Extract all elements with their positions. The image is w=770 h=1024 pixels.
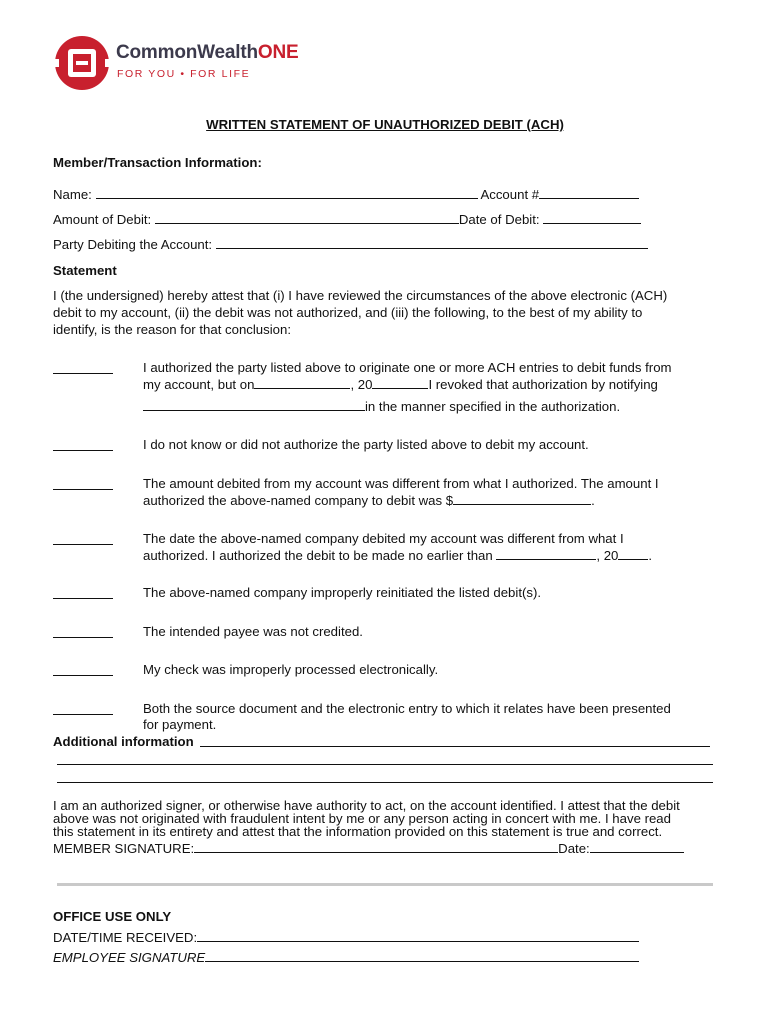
option-1-line-1: I authorized the party listed above to originate one or more ACH entries to debit funds from <box>143 360 672 375</box>
option-8-line-1: Both the source document and the electronic entry to which it relates have been presented <box>143 701 671 716</box>
additional-info-line-3[interactable] <box>57 782 713 783</box>
logo-name-accent: ONE <box>257 42 299 63</box>
received-row <box>53 929 639 946</box>
option-3-line-2 <box>143 492 595 509</box>
option-3-checkbox[interactable] <box>53 477 113 490</box>
statement-heading: Statement <box>53 263 117 278</box>
option-2-line-1: I do not know or did not authorize the party listed above to debit my account. <box>143 437 589 452</box>
option-1-text-a: my account, but on <box>143 377 255 392</box>
option-1-text-b: , 20 <box>350 377 373 392</box>
name-label: Name: <box>53 187 92 202</box>
option-4-line-1: The date the above-named company debited my account was different from what I <box>143 531 624 546</box>
option-2-checkbox[interactable] <box>53 438 113 451</box>
statement-intro-2: debit to my account, (ii) the debit was not authorized, and (iii) the following, to the best of my ability to <box>53 305 643 320</box>
option-6-line-1: The intended payee was not credited. <box>143 624 363 639</box>
attestation-line-1: I am an authorized signer, or otherwise have authority to act, on the account identified. I attest that the debit <box>53 798 680 813</box>
option-4-checkbox[interactable] <box>53 532 113 545</box>
received-label: DATE/TIME RECEIVED: <box>53 930 198 945</box>
employee-signature-row <box>53 949 639 966</box>
office-use-heading: OFFICE USE ONLY <box>53 909 172 924</box>
party-label: Party Debiting the Account: <box>53 237 213 252</box>
account-label: Account # <box>480 187 540 202</box>
amount-label: Amount of Debit: <box>53 212 152 227</box>
option-8-checkbox[interactable] <box>53 702 113 715</box>
name-field[interactable] <box>96 186 478 199</box>
commonwealth-logo-icon <box>53 33 111 93</box>
received-field[interactable] <box>197 929 639 942</box>
option-4-text-b: , 20 <box>596 548 619 563</box>
revoke-date-field[interactable] <box>254 376 350 389</box>
name-row <box>53 186 639 203</box>
option-3-text: authorized the above-named company to debit was $ <box>143 493 454 508</box>
document-title: WRITTEN STATEMENT OF UNAUTHORIZED DEBIT (ACH) <box>206 117 564 132</box>
revoke-year-field[interactable] <box>372 376 428 389</box>
logo-name-main: CommonWealth <box>116 42 258 63</box>
notified-field[interactable] <box>143 398 365 411</box>
option-5-checkbox[interactable] <box>53 586 113 599</box>
statement-intro-1: I (the undersigned) hereby attest that (i) I have reviewed the circumstances of the above electronic (ACH) <box>53 288 668 303</box>
attestation-line-3: this statement in its entirety and attest that the information provided on this statement is true and correct. <box>53 824 663 839</box>
member-signature-label: MEMBER SIGNATURE: <box>53 841 195 856</box>
option-1-text-d: in the manner specified in the authorization. <box>365 399 621 414</box>
signature-date-field[interactable] <box>590 840 684 853</box>
logo-wordmark <box>116 42 298 64</box>
member-signature-field[interactable] <box>194 840 558 853</box>
option-4-period: . <box>648 548 653 563</box>
option-3-line-1: The amount debited from my account was different from what I authorized. The amount I <box>143 476 659 491</box>
option-8-line-2: for payment. <box>143 717 217 732</box>
amount-row <box>53 211 641 228</box>
option-1-text-c: I revoked that authorization by notifying <box>428 377 658 392</box>
member-info-heading: Member/Transaction Information: <box>53 155 262 170</box>
date-of-debit-label: Date of Debit: <box>458 212 540 227</box>
party-row <box>53 236 648 253</box>
earliest-year-field[interactable] <box>618 547 648 560</box>
date-of-debit-field[interactable] <box>543 211 641 224</box>
attestation-line-2: above was not originated with fraudulent intent by me or any person acting in concert with me. I have read <box>53 811 671 826</box>
statement-intro-3: identify, is the reason for that conclusion: <box>53 322 291 337</box>
option-4-text: authorized. I authorized the debit to be made no earlier than <box>143 548 493 563</box>
earliest-date-field[interactable] <box>496 547 596 560</box>
employee-signature-label: EMPLOYEE SIGNATURE <box>53 950 206 965</box>
account-field[interactable] <box>539 186 639 199</box>
employee-signature-field[interactable] <box>205 949 639 962</box>
additional-info-line-2[interactable] <box>57 764 713 765</box>
additional-info-line-1[interactable] <box>200 746 710 747</box>
option-4-line-2 <box>143 547 652 564</box>
additional-info-label: Additional information <box>53 734 194 749</box>
member-signature-row <box>53 840 684 857</box>
option-1-line-3 <box>143 398 620 415</box>
party-field[interactable] <box>216 236 648 249</box>
amount-field[interactable] <box>155 211 459 224</box>
option-7-checkbox[interactable] <box>53 663 113 676</box>
option-1-line-2 <box>143 376 658 393</box>
signature-date-label: Date: <box>558 841 590 856</box>
section-divider <box>57 883 713 886</box>
authorized-amount-field[interactable] <box>453 492 591 505</box>
option-5-line-1: The above-named company improperly reinitiated the listed debit(s). <box>143 585 542 600</box>
option-3-period: . <box>591 493 595 508</box>
option-6-checkbox[interactable] <box>53 625 113 638</box>
logo-tagline: FOR YOU • FOR LIFE <box>117 68 251 80</box>
option-1-checkbox[interactable] <box>53 361 113 374</box>
option-7-line-1: My check was improperly processed electronically. <box>143 662 439 677</box>
